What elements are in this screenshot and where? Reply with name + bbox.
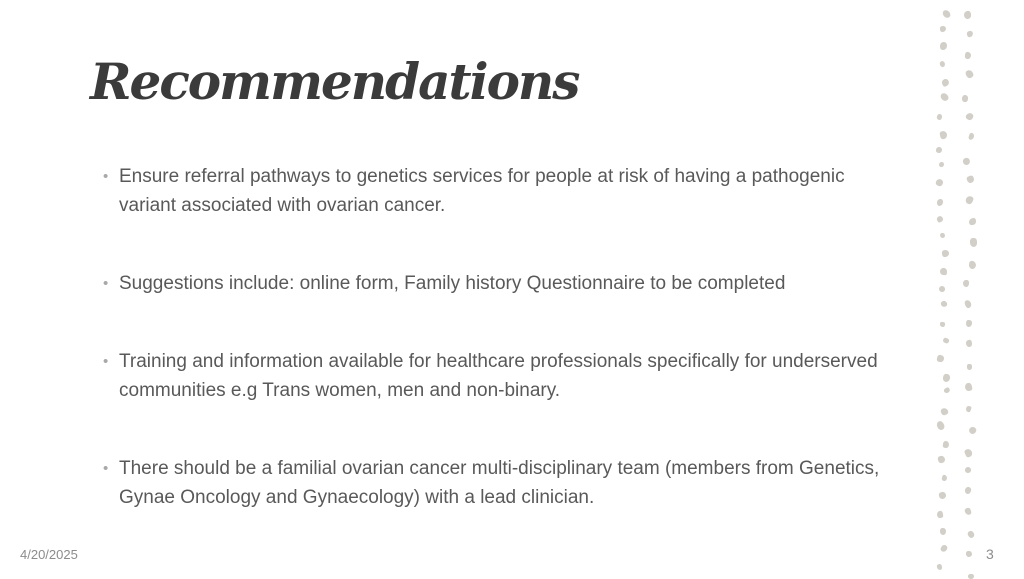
decor-dot [935,419,946,430]
decor-dot [964,466,972,474]
decor-dot [970,238,977,247]
decor-dot [937,456,945,465]
dotted-pattern-decoration [925,0,985,576]
decor-dot [964,112,974,122]
decor-dot [964,448,974,458]
decor-dot [965,69,975,79]
decor-dot [942,475,949,482]
decor-dot [966,31,973,39]
decor-dot [966,551,972,557]
decor-dot [941,249,949,257]
decor-dot [967,530,975,539]
decor-dot [965,383,973,392]
decor-dot [942,373,950,382]
decor-dot [940,25,947,32]
decor-dot [964,195,973,205]
decor-dot [964,299,973,308]
decor-dot [964,486,973,495]
decor-dot [968,132,975,140]
decor-dot [939,161,945,167]
decor-dot [942,440,949,447]
decor-dot [940,42,947,50]
decor-dot [937,199,943,206]
decor-dot [940,300,948,308]
decor-dot [964,508,972,517]
decor-dot [942,337,949,344]
decor-dot [937,354,945,363]
decor-dot [936,146,943,153]
decor-dot [968,426,978,436]
decor-dot [965,340,972,348]
bullet-item: • Ensure referral pathways to genetics services for people at risk of having a pathogenic variant associated with ovarian cancer. [103,162,891,220]
decor-dot [940,407,949,416]
decor-dot [965,52,972,60]
decor-dot [968,260,976,268]
decor-dot [962,95,969,103]
decor-dot [962,157,971,166]
decor-dot [938,285,946,293]
decor-dot [939,491,947,499]
decor-dot [937,511,944,519]
decor-dot [940,322,946,328]
decor-dot [939,60,946,68]
bullet-item: • Training and information available for healthcare professionals specifically for underserved communities e.g Trans women, men and non-binary. [103,347,891,405]
decor-dot [936,113,943,120]
slide-date: 4/20/2025 [20,547,78,562]
bullet-item: • Suggestions include: online form, Family history Questionnaire to be completed [103,269,891,298]
decor-dot [966,175,975,184]
decor-dot [940,233,945,239]
slide-page-number: 3 [986,546,994,562]
decor-dot [965,405,972,413]
decor-dot [968,574,974,579]
decor-dot [964,10,971,18]
decor-dot [939,130,948,139]
decor-dot [962,280,968,287]
decor-dot [967,364,972,370]
decor-dot [965,319,972,327]
decor-dot [937,564,944,571]
decor-dot [936,214,945,223]
decor-dot [969,217,977,224]
decor-dot [940,268,947,276]
bullet-item: • There should be a familial ovarian cancer multi-disciplinary team (members from Genetics, Gynae Oncology and Gynaecology) with a lead clinician. [103,454,891,512]
decor-dot [941,9,950,19]
decor-dot [935,177,944,186]
decor-dot [940,92,950,102]
decor-dot [940,78,950,88]
slide-title: Recommendations [90,52,579,111]
bullet-list [103,162,891,561]
decor-dot [943,386,950,393]
decor-dot [940,528,946,535]
decor-dot [940,544,949,553]
